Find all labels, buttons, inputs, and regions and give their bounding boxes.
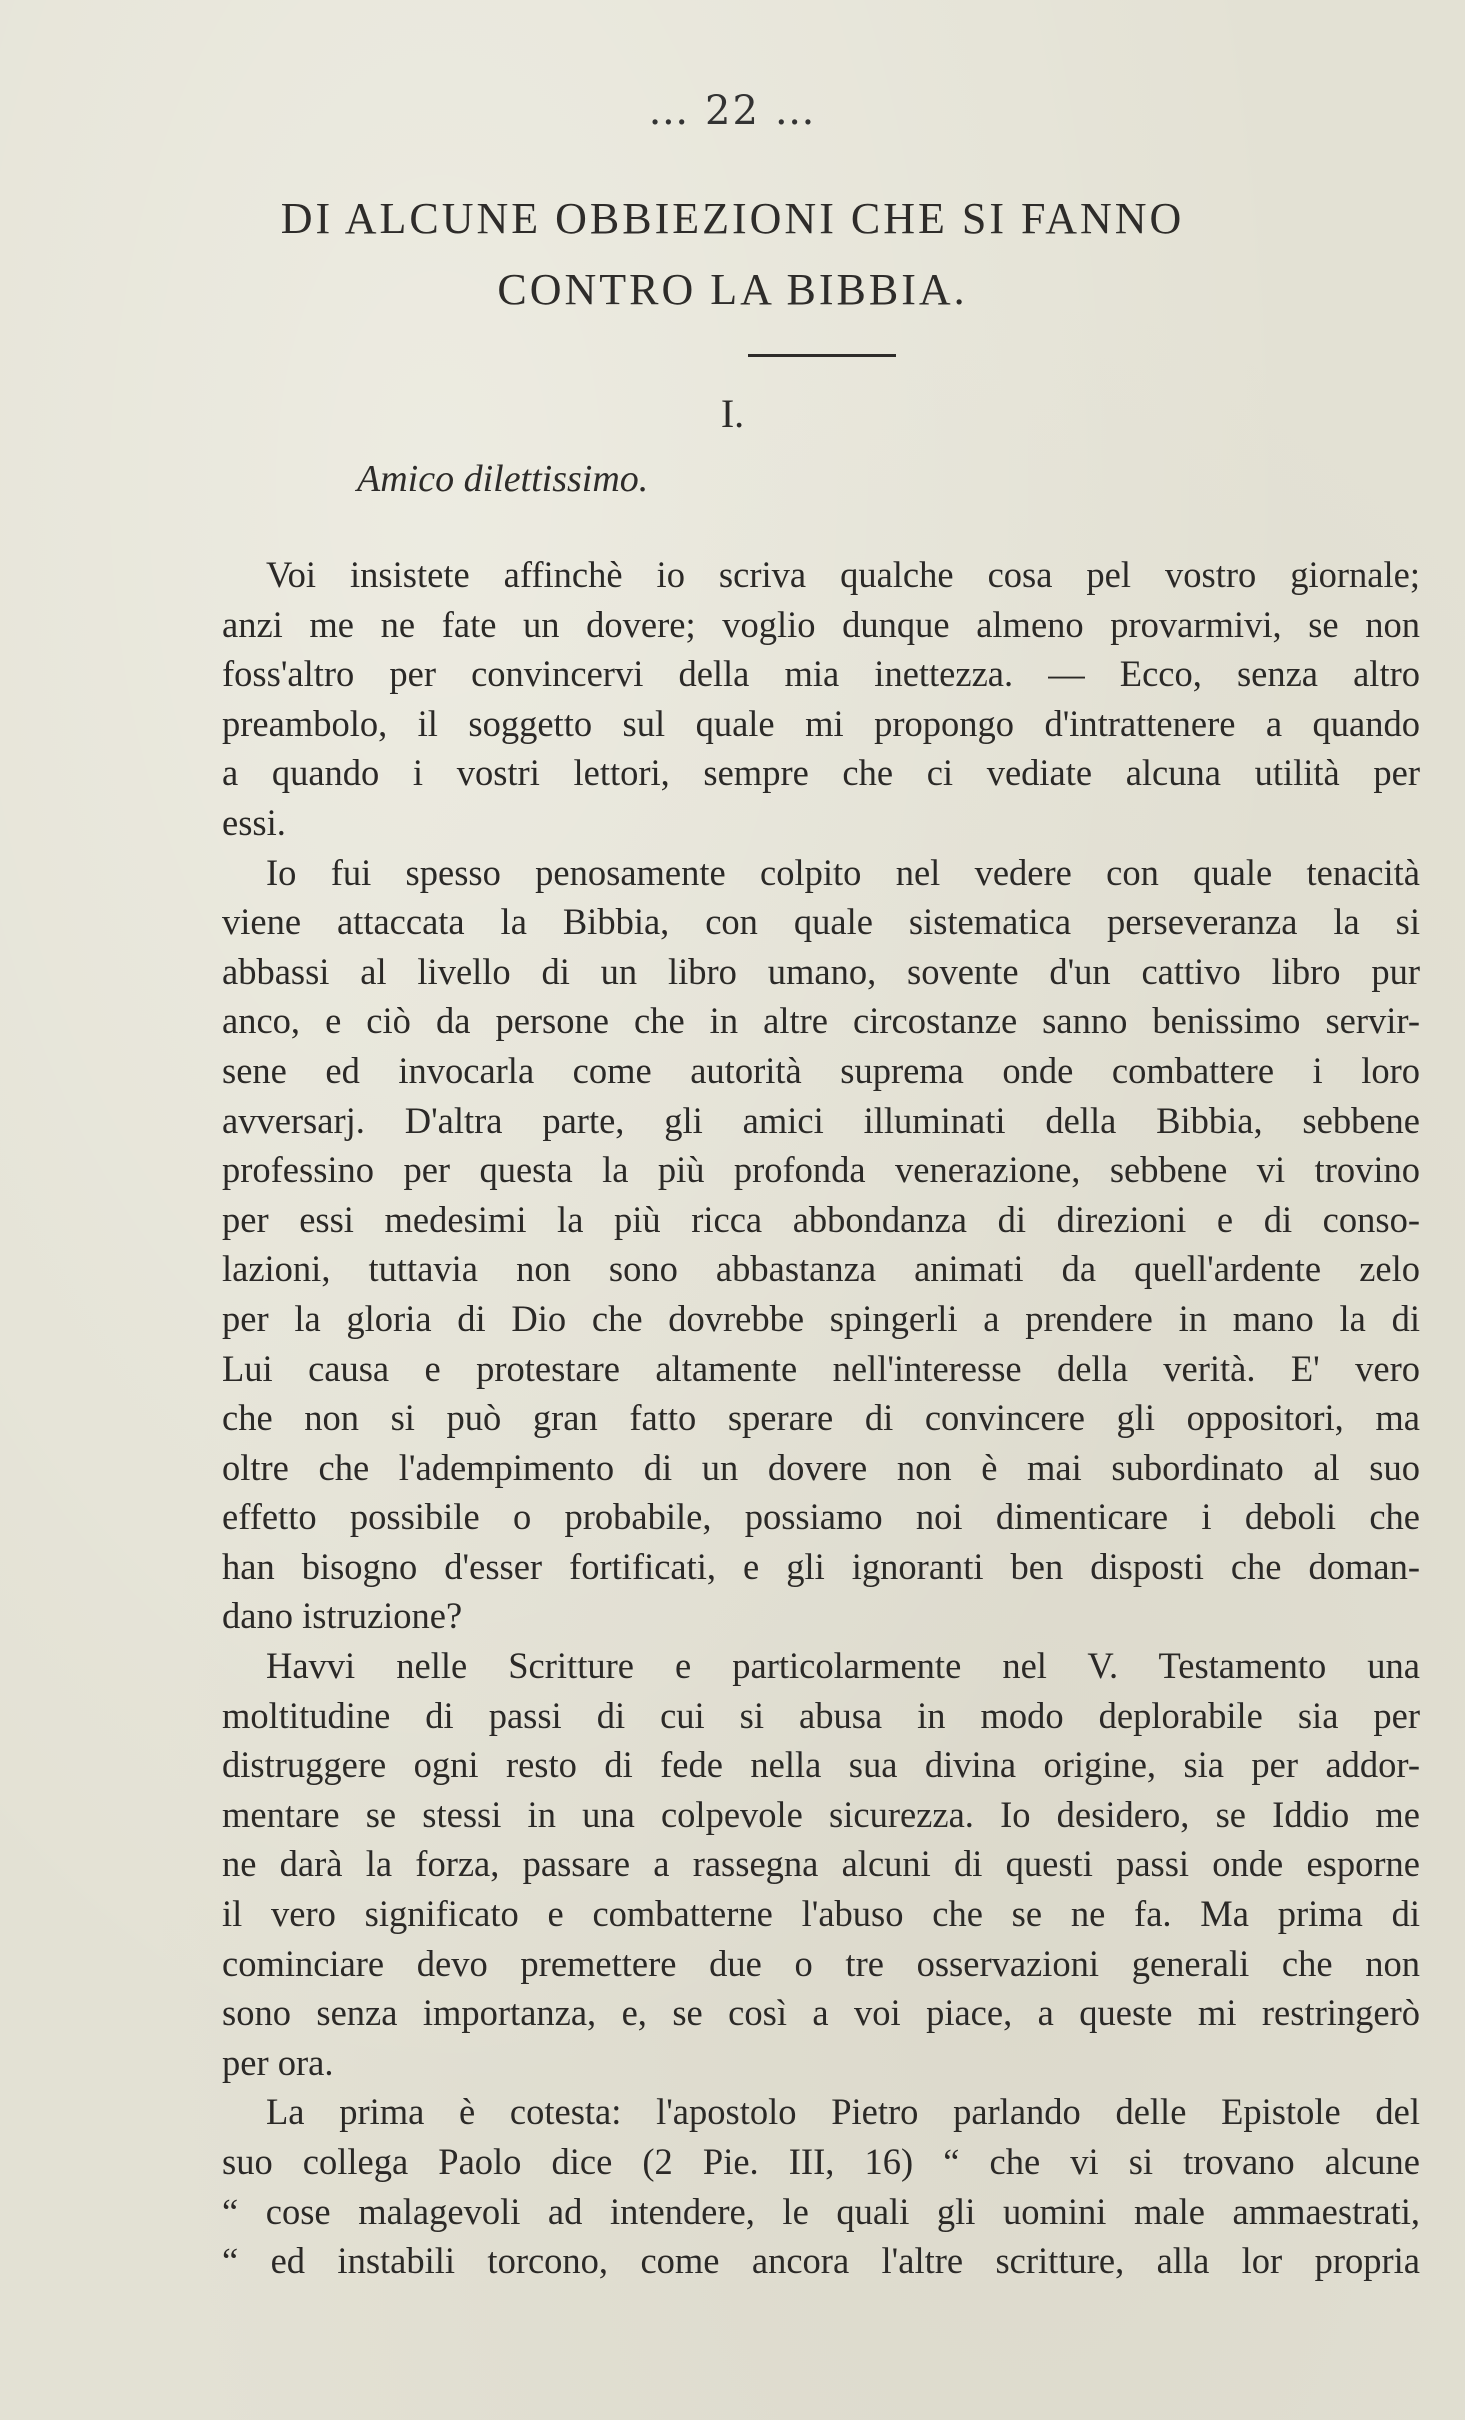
text-line: “ cose malagevoli ad intendere, le quali gli uomini male ammaestrati,: [222, 2190, 1420, 2232]
text-line: ne darà la forza, passare a rassegna alcuni di questi passi onde esporne: [222, 1843, 1420, 1885]
paragraph-3: [222, 1641, 1420, 2087]
text-line: “ ed instabili torcono, come ancora l'altre scritture, alla lor propria: [222, 2240, 1420, 2282]
text-line: sono senza importanza, e, se così a voi piace, a queste mi restringerò: [222, 1992, 1420, 2034]
text-line: mentare se stessi in una colpevole sicurezza. Io desidero, se Iddio me: [222, 1793, 1420, 1835]
text-line: foss'altro per convincervi della mia inettezza. — Ecco, senza altro: [222, 653, 1420, 695]
text-line: suo collega Paolo dice (2 Pie. III, 16) “ che vi si trovano alcune: [222, 2141, 1420, 2182]
text-line: dano istruzione?: [222, 1595, 463, 1637]
text-line: La prima è cotesta: l'apostolo Pietro parlando delle Epistole del: [266, 2091, 1420, 2133]
title-rule: [748, 354, 896, 357]
text-line: professino per questa la più profonda venerazione, sebbene vi trovino: [222, 1149, 1420, 1191]
text-line: Havvi nelle Scritture e particolarmente nel V. Testamento una: [266, 1645, 1420, 1687]
paragraph-2: [222, 848, 1420, 1642]
text-line: effetto possibile o probabile, possiamo noi dimenticare i deboli che: [222, 1496, 1420, 1538]
text-line: viene attaccata la Bibbia, con quale sistematica perseveranza la si: [222, 901, 1420, 943]
text-line: per ora.: [222, 2041, 334, 2083]
paragraph-1: [222, 550, 1420, 848]
paragraph-4: [222, 2087, 1420, 2285]
text-line: han bisogno d'esser fortificati, e gli ignoranti ben disposti che doman-: [222, 1545, 1420, 1587]
text-line: avversarj. D'altra parte, gli amici illuminati della Bibbia, sebbene: [222, 1099, 1420, 1141]
body-text: [222, 550, 1420, 2286]
text-line: Voi insistete affinchè io scriva qualche cosa pel vostro giornale;: [266, 554, 1420, 595]
text-line: Lui causa e protestare altamente nell'interesse della verità. E' vero: [222, 1347, 1420, 1389]
text-line: anco, e ciò da persone che in altre circostanze sanno benissimo servir-: [222, 1000, 1420, 1042]
text-line: abbassi al livello di un libro umano, sovente d'un cattivo libro pur: [222, 950, 1420, 992]
text-line: anzi me ne fate un dovere; voglio dunque almeno provarmivi, se non: [222, 603, 1420, 645]
text-line: per essi medesimi la più ricca abbondanza di direzioni e di conso-: [222, 1198, 1420, 1240]
text-line: per la gloria di Dio che dovrebbe spingerli a prendere in mano la di: [222, 1297, 1420, 1339]
text-line: preambolo, il soggetto sul quale mi propongo d'intrattenere a quando: [222, 702, 1420, 744]
section-number: I.: [720, 391, 745, 436]
text-line: il vero significato e combatterne l'abuso che se ne fa. Ma prima di: [222, 1893, 1420, 1935]
text-line: oltre che l'adempimento di un dovere non è mai subordinato al suo: [222, 1446, 1420, 1488]
text-line: che non si può gran fatto sperare di convincere gli oppositori, ma: [222, 1397, 1420, 1439]
text-line: moltitudine di passi di cui si abusa in modo deplorabile sia per: [222, 1694, 1420, 1736]
text-line: lazioni, tuttavia non sono abbastanza animati da quell'ardente zelo: [222, 1248, 1420, 1290]
text-line: sene ed invocarla come autorità suprema onde combattere i loro: [222, 1049, 1420, 1091]
text-line: cominciare devo premettere due o tre osservazioni generali che non: [222, 1942, 1420, 1984]
text-line: distruggere ogni resto di fede nella sua divina origine, sia per addor-: [222, 1744, 1420, 1786]
text-line: essi.: [222, 801, 286, 843]
text-line: Io fui spesso penosamente colpito nel vedere con quale tenacità: [266, 851, 1420, 893]
chapter-title-line-2: CONTRO LA BIBBIA.: [497, 265, 968, 314]
page-number: … 22 …: [648, 88, 817, 134]
text-line: a quando i vostri lettori, sempre che ci vediate alcuna utilità per: [222, 752, 1420, 794]
salutation: Amico dilettissimo.: [357, 458, 649, 500]
chapter-title-line-1: DI ALCUNE OBBIEZIONI CHE SI FANNO: [280, 194, 1185, 243]
